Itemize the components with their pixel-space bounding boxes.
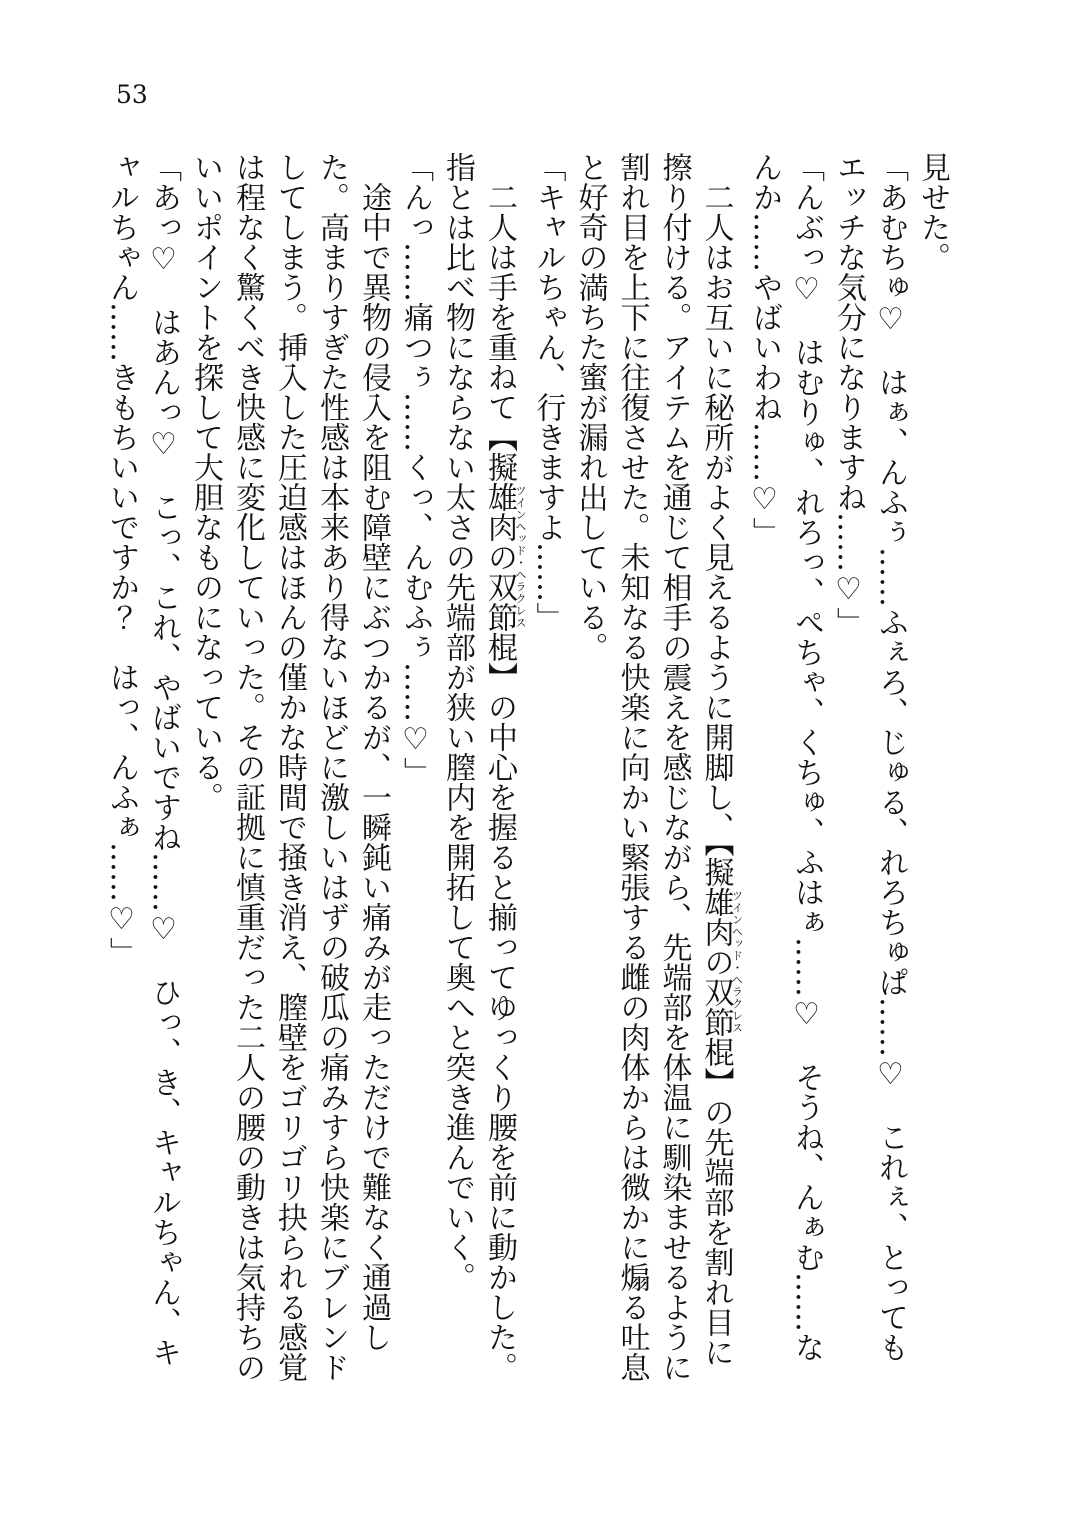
heart-symbol: ♡ <box>789 272 824 307</box>
paragraph-2: 「あむちゅ♡ はぁ、んふぅ……ふぇろ、じゅる、れろちゅぱ……♡ これぇ、とってもエッチな気分になりますね……♡」 <box>831 152 908 1362</box>
ruby-annotated-term: 擬雄肉の双節棍ツインヘッド・ヘラクレス <box>482 452 527 662</box>
paragraph-8: 途中で異物の侵入を阻む障壁にぶつかるが、一瞬鈍い痛みが走っただけで難なく通過した。高まりすぎた性感は本来あり得ないほどに激しいはずの破瓜の痛みすら快楽にブレンドしてしまう。挿入した圧迫感はほんの僅かな時間で掻き消え、膣壁をゴリゴリ抉られる感覚は程なく驚くべき快感に変化していった。その証拠に慎重だった二人の腰の動きは気持ちのいいポイントを探して大胆なものになっている。 <box>188 152 391 1382</box>
heart-symbol: ♡ <box>747 482 782 517</box>
heart-symbol: ♡ <box>398 722 433 757</box>
paragraph-7: 「んっ……痛つぅ……くっ、んむふぅ……♡」 <box>398 152 433 787</box>
heart-symbol: ♡ <box>831 572 866 607</box>
paragraph-3: 「んぶっ♡ はむりゅ、れろっ、ぺちゃ、くちゅ、ふはぁ……♡ そうね、んぁむ……なんか……やばいわね……♡」 <box>747 152 824 1362</box>
heart-symbol: ♡ <box>873 1057 908 1092</box>
paragraph-9: 「あっ♡ はあんっ♡ こっ、これ、やばいですね……♡ ひっ、き、キャルちゃん、キャルちゃん……きもちいいですか？ はっ、んふぁ……♡」 <box>104 152 181 1367</box>
heart-symbol: ♡ <box>146 427 181 462</box>
paragraph-1: 見せた。 <box>915 152 950 272</box>
page-number: 53 <box>116 80 148 109</box>
heart-symbol: ♡ <box>789 997 824 1032</box>
ruby-annotated-term: 擬雄肉の双節棍ツインヘッド・ヘラクレス <box>698 857 744 1067</box>
paragraph-6: 二人は手を重ねて【擬雄肉の双節棍ツインヘッド・ヘラクレス】の中心を握ると揃ってゆっくり腰を前に動かした。指とは比べ物にならない太さの先端部が狭い膣内を開拓して奥へと突き進んでいく。 <box>440 152 527 1382</box>
text-block <box>100 152 953 1384</box>
heart-symbol: ♡ <box>873 302 908 337</box>
paragraph-4: 二人はお互いに秘所がよく見えるように開脚し、【擬雄肉の双節棍ツインヘッド・ヘラクレス】の先端部を割れ目に擦り付ける。アイテムを通じて相手の震えを感じながら、先端部を体温に馴染ませるように割れ目を上下に往復させた。未知なる快楽に向かい緊張する雌の肉体からは微かに煽る吐息と好奇の満ちた蜜が漏れ出している。 <box>572 152 744 1382</box>
heart-symbol: ♡ <box>146 912 181 947</box>
heart-symbol: ♡ <box>104 902 139 937</box>
paragraph-5: 「キャルちゃん、行きますよ……」 <box>530 152 566 632</box>
heart-symbol: ♡ <box>146 242 181 277</box>
